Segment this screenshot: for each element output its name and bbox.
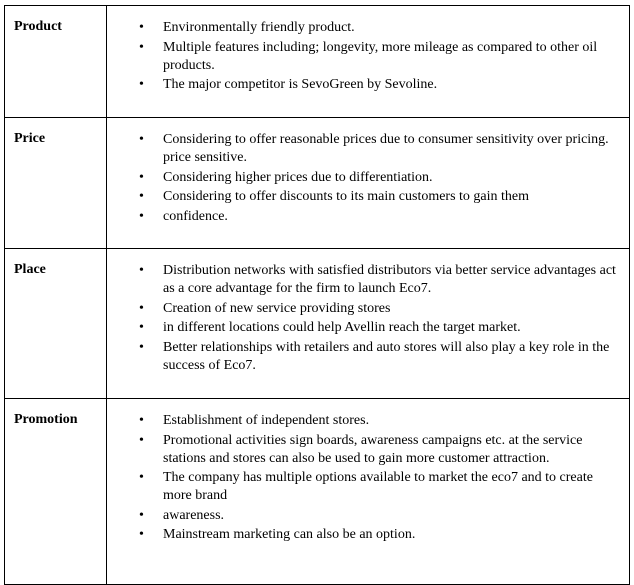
list-item: • Better relationships with retailers and auto stores will also play a key role in the success of Eco7.: [107, 339, 625, 375]
bullet-list-product: [107, 19, 625, 94]
table-row-product: [5, 6, 630, 118]
list-item: • Distribution networks with satisfied distributors via better service advantages act as a core advantage for the firm to launch Eco7.: [107, 262, 625, 298]
row-label-cell: [5, 6, 107, 118]
list-item: • confidence.: [107, 208, 625, 226]
row-content-cell: [107, 6, 630, 118]
bullet-list-promotion: [107, 412, 625, 544]
row-label-place: Place: [14, 262, 46, 277]
list-item: • Multiple features including; longevity, more mileage as compared to other oil products.: [107, 39, 625, 75]
list-item: • Considering to offer reasonable prices due to consumer sensitivity over pricing. price sensitive.: [107, 131, 625, 167]
bullet-list-place: [107, 262, 625, 375]
list-item: • Considering to offer discounts to its main customers to gain them: [107, 188, 625, 206]
row-label-price: Price: [14, 131, 46, 146]
list-item: • The company has multiple options available to market the eco7 and to create more brand: [107, 469, 625, 505]
list-item: • Creation of new service providing stores: [107, 300, 625, 318]
table-row-place: [5, 249, 630, 399]
list-item: • Promotional activities sign boards, awareness campaigns etc. at the service stations and stores can also be used to gain more customer attraction.: [107, 432, 625, 468]
table-row-promotion: [5, 399, 630, 585]
table-row-price: [5, 118, 630, 249]
list-item: • Establishment of independent stores.: [107, 412, 625, 430]
row-label-cell: [5, 118, 107, 249]
row-label-promotion: Promotion: [14, 412, 78, 427]
list-item: • awareness.: [107, 507, 625, 525]
list-item: • The major competitor is SevoGreen by Sevoline.: [107, 76, 625, 94]
marketing-mix-table: [4, 5, 630, 585]
row-content-cell: [107, 249, 630, 399]
bullet-list-price: [107, 131, 625, 226]
row-label-cell: [5, 399, 107, 585]
row-content-cell: [107, 118, 630, 249]
list-item: • Mainstream marketing can also be an option.: [107, 526, 625, 544]
list-item: • Considering higher prices due to differentiation.: [107, 169, 625, 187]
row-label-cell: [5, 249, 107, 399]
list-item: • Environmentally friendly product.: [107, 19, 625, 37]
row-label-product: Product: [14, 19, 62, 34]
row-content-cell: [107, 399, 630, 585]
list-item: • in different locations could help Avellin reach the target market.: [107, 319, 625, 337]
